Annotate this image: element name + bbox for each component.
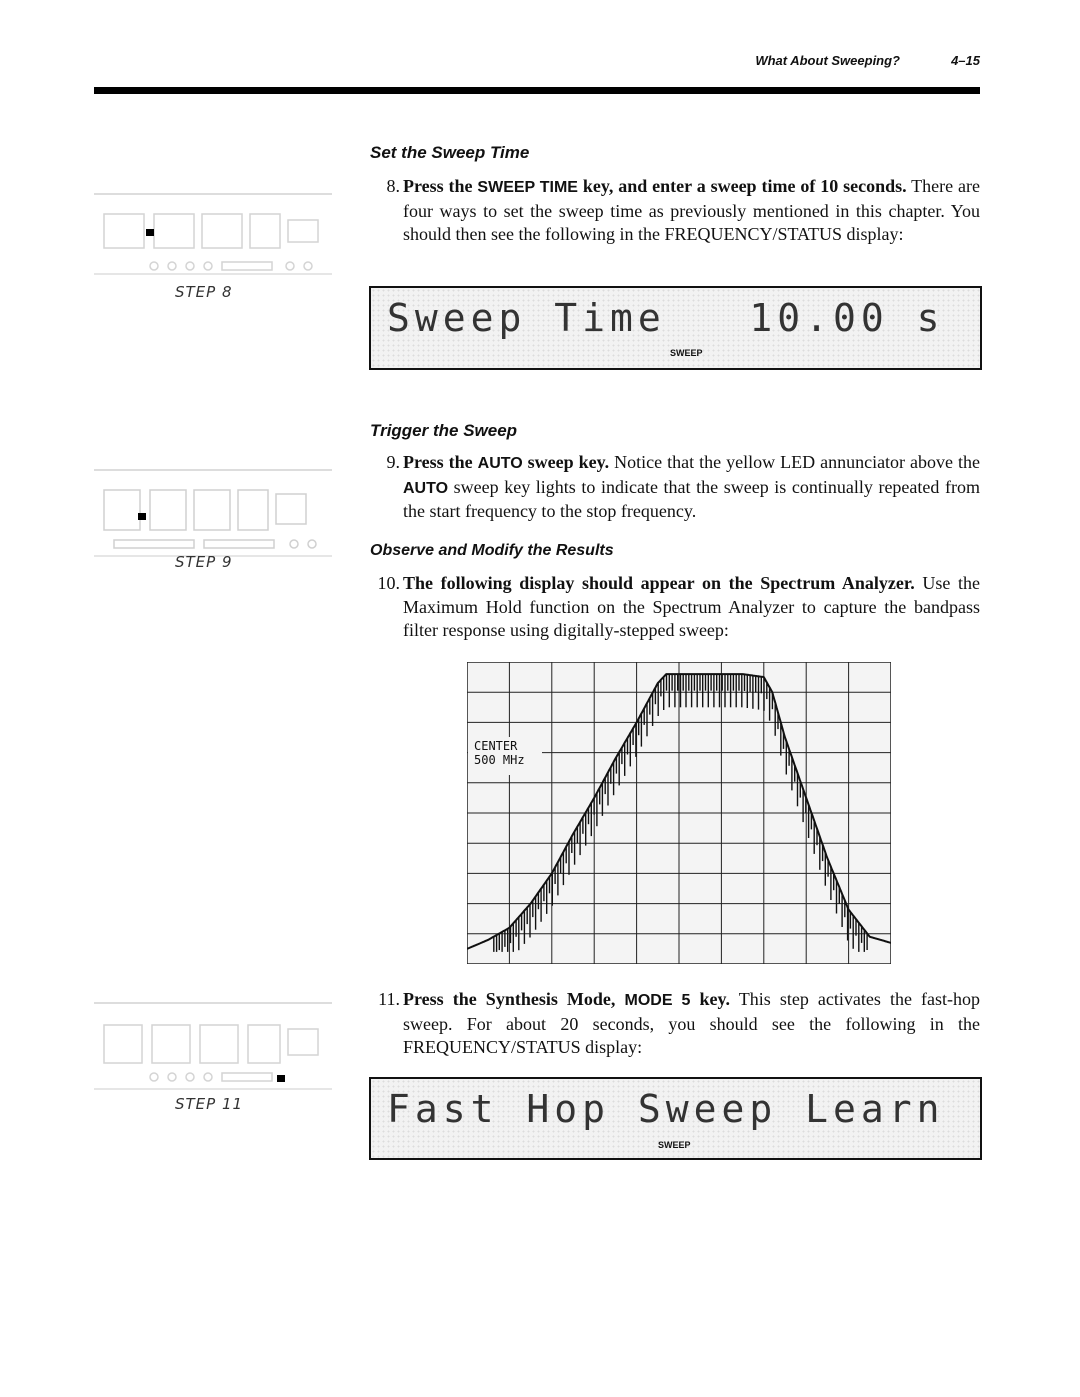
key-name: MODE 5 — [624, 992, 691, 1009]
led-indicator-icon — [138, 513, 146, 520]
step-lead-text: Press the — [403, 176, 478, 196]
step-lead — [403, 176, 907, 196]
step-10 — [370, 572, 980, 643]
center-frequency: 500 MHz — [474, 753, 525, 767]
step-8-label: STEP 8 — [175, 283, 233, 301]
led-indicator-icon — [277, 1075, 285, 1082]
sweep-annunciator: SWEEP — [658, 1140, 691, 1150]
sweep-annunciator: SWEEP — [670, 348, 703, 358]
step-lead: The following display should appear on the Spectrum Analyzer. — [403, 573, 915, 593]
front-panel-sketch-step-11 — [94, 985, 332, 1095]
step-lead-text: key, and enter a sweep time of 10 seconds. — [577, 176, 907, 196]
step-number: 10. — [377, 573, 400, 593]
display-text: Sweep Time 10.00 s — [387, 296, 945, 340]
key-name: SWEEP TIME — [477, 179, 578, 196]
step-body-text: sweep key lights to indicate that the sweep is continually repeated from the start frequency to the stop frequency. — [403, 476, 980, 521]
step-body-text: This step activates the fast-hop sweep. For about 20 seconds, you should see the following in the FREQUENCY/STATUS display: — [403, 989, 980, 1057]
front-panel-sketch-step-8 — [94, 172, 332, 282]
center-label: CENTER — [474, 739, 518, 753]
key-name: AUTO — [477, 455, 523, 472]
running-header-title: What About Sweeping? — [755, 53, 900, 68]
front-panel-illustration — [94, 464, 332, 560]
step-9 — [370, 451, 980, 524]
step-lead-text: sweep key. — [522, 452, 610, 472]
section-heading-observe-results: Observe and Modify the Results — [370, 542, 614, 559]
key-name: AUTO — [403, 479, 449, 497]
step-lead-text: Press the Synthesis Mode, — [403, 989, 625, 1009]
step-number: 9. — [386, 452, 400, 472]
step-number: 8. — [386, 176, 400, 196]
frequency-status-display — [369, 286, 982, 370]
header-rule — [94, 87, 980, 94]
step-lead-text: Press the — [403, 452, 478, 472]
step-11 — [370, 988, 980, 1060]
step-9-label: STEP 9 — [175, 553, 233, 571]
step-8 — [370, 175, 980, 247]
step-lead — [403, 989, 730, 1009]
step-body-text: Use the Maximum Hold function on the Spectrum Analyzer to capture the bandpass filter response using digitally-stepped sweep: — [403, 573, 981, 640]
step-number: 11. — [378, 989, 400, 1009]
page-number: 4–15 — [951, 53, 980, 68]
frequency-status-display — [369, 1077, 982, 1160]
display-text: Fast Hop Sweep Learn — [387, 1087, 945, 1131]
led-indicator-icon — [146, 229, 154, 236]
step-11-label: STEP 11 — [175, 1095, 244, 1113]
step-lead — [403, 452, 609, 472]
section-heading-trigger-sweep: Trigger the Sweep — [370, 421, 518, 440]
front-panel-illustration — [94, 997, 332, 1093]
step-body-text: Notice that the yellow LED annunciator above the — [609, 452, 981, 472]
step-lead-text: key. — [690, 989, 730, 1009]
front-panel-sketch-step-9 — [94, 452, 332, 562]
spectrum-analyzer-display — [467, 662, 891, 964]
step-body-text: There are four ways to set the sweep time as previously mentioned in this chapter. You should then see the following in the FREQUENCY/STATUS display: — [403, 176, 980, 244]
bandpass-response-chart — [467, 662, 891, 964]
front-panel-illustration — [94, 184, 332, 280]
section-heading-set-sweep-time: Set the Sweep Time — [370, 143, 530, 162]
